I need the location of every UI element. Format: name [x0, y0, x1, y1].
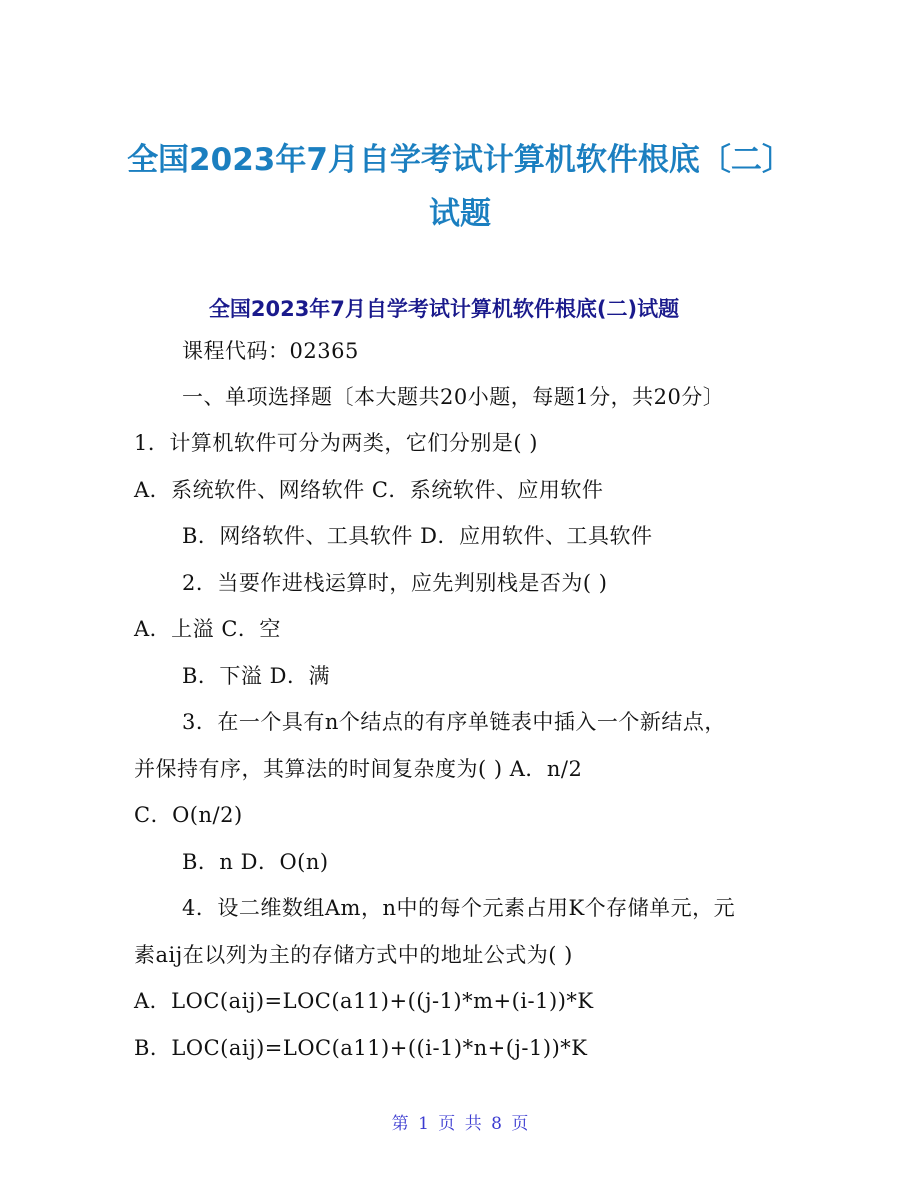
question-1-options-b-d: B．网络软件、工具软件 D．应用软件、工具软件 [182, 524, 653, 548]
question-2-options-a-c: A．上溢 C．空 [134, 617, 281, 641]
course-code-line: 课程代码：02365 [182, 339, 359, 363]
question-4-option-a: A．LOC(aij)=LOC(a11)+((j-1)*m+(i-1))*K [134, 989, 594, 1013]
question-3-option-c: C．O(n/2) [134, 803, 243, 827]
question-3-stem-line-2: 并保持有序，其算法的时间复杂度为( ) A．n/2 [134, 757, 583, 781]
question-3-options-b-d: B．n D．O(n) [182, 850, 329, 874]
question-1-stem: 1．计算机软件可分为两类，它们分别是( ) [134, 431, 538, 455]
question-2-options-b-d: B．下溢 D．满 [182, 664, 330, 688]
sub-title: 全国2023年7月自学考试计算机软件根底(二)试题 [208, 297, 680, 322]
question-1-options-a-c: A．系统软件、网络软件 C．系统软件、应用软件 [134, 478, 604, 502]
page-footer: 第 1 页 共 8 页 [391, 1114, 529, 1134]
question-4-stem-line-2: 素aij在以列为主的存储方式中的地址公式为( ) [134, 943, 573, 967]
question-2-stem: 2．当要作进栈运算时，应先判别栈是否为( ) [182, 571, 608, 595]
main-title: 全国2023年7月自学考试计算机软件根底〔二〕试题 [127, 141, 793, 232]
section-heading: 一、单项选择题〔本大题共20小题，每题1分，共20分〕 [182, 385, 725, 409]
question-3-stem-line-1: 3．在一个具有n个结点的有序单链表中插入一个新结点， [182, 710, 726, 734]
question-4-option-b: B．LOC(aij)=LOC(a11)+((i-1)*n+(j-1))*K [134, 1036, 588, 1060]
question-4-stem-line-1: 4．设二维数组Am，n中的每个元素占用K个存储单元，元 [182, 896, 736, 920]
